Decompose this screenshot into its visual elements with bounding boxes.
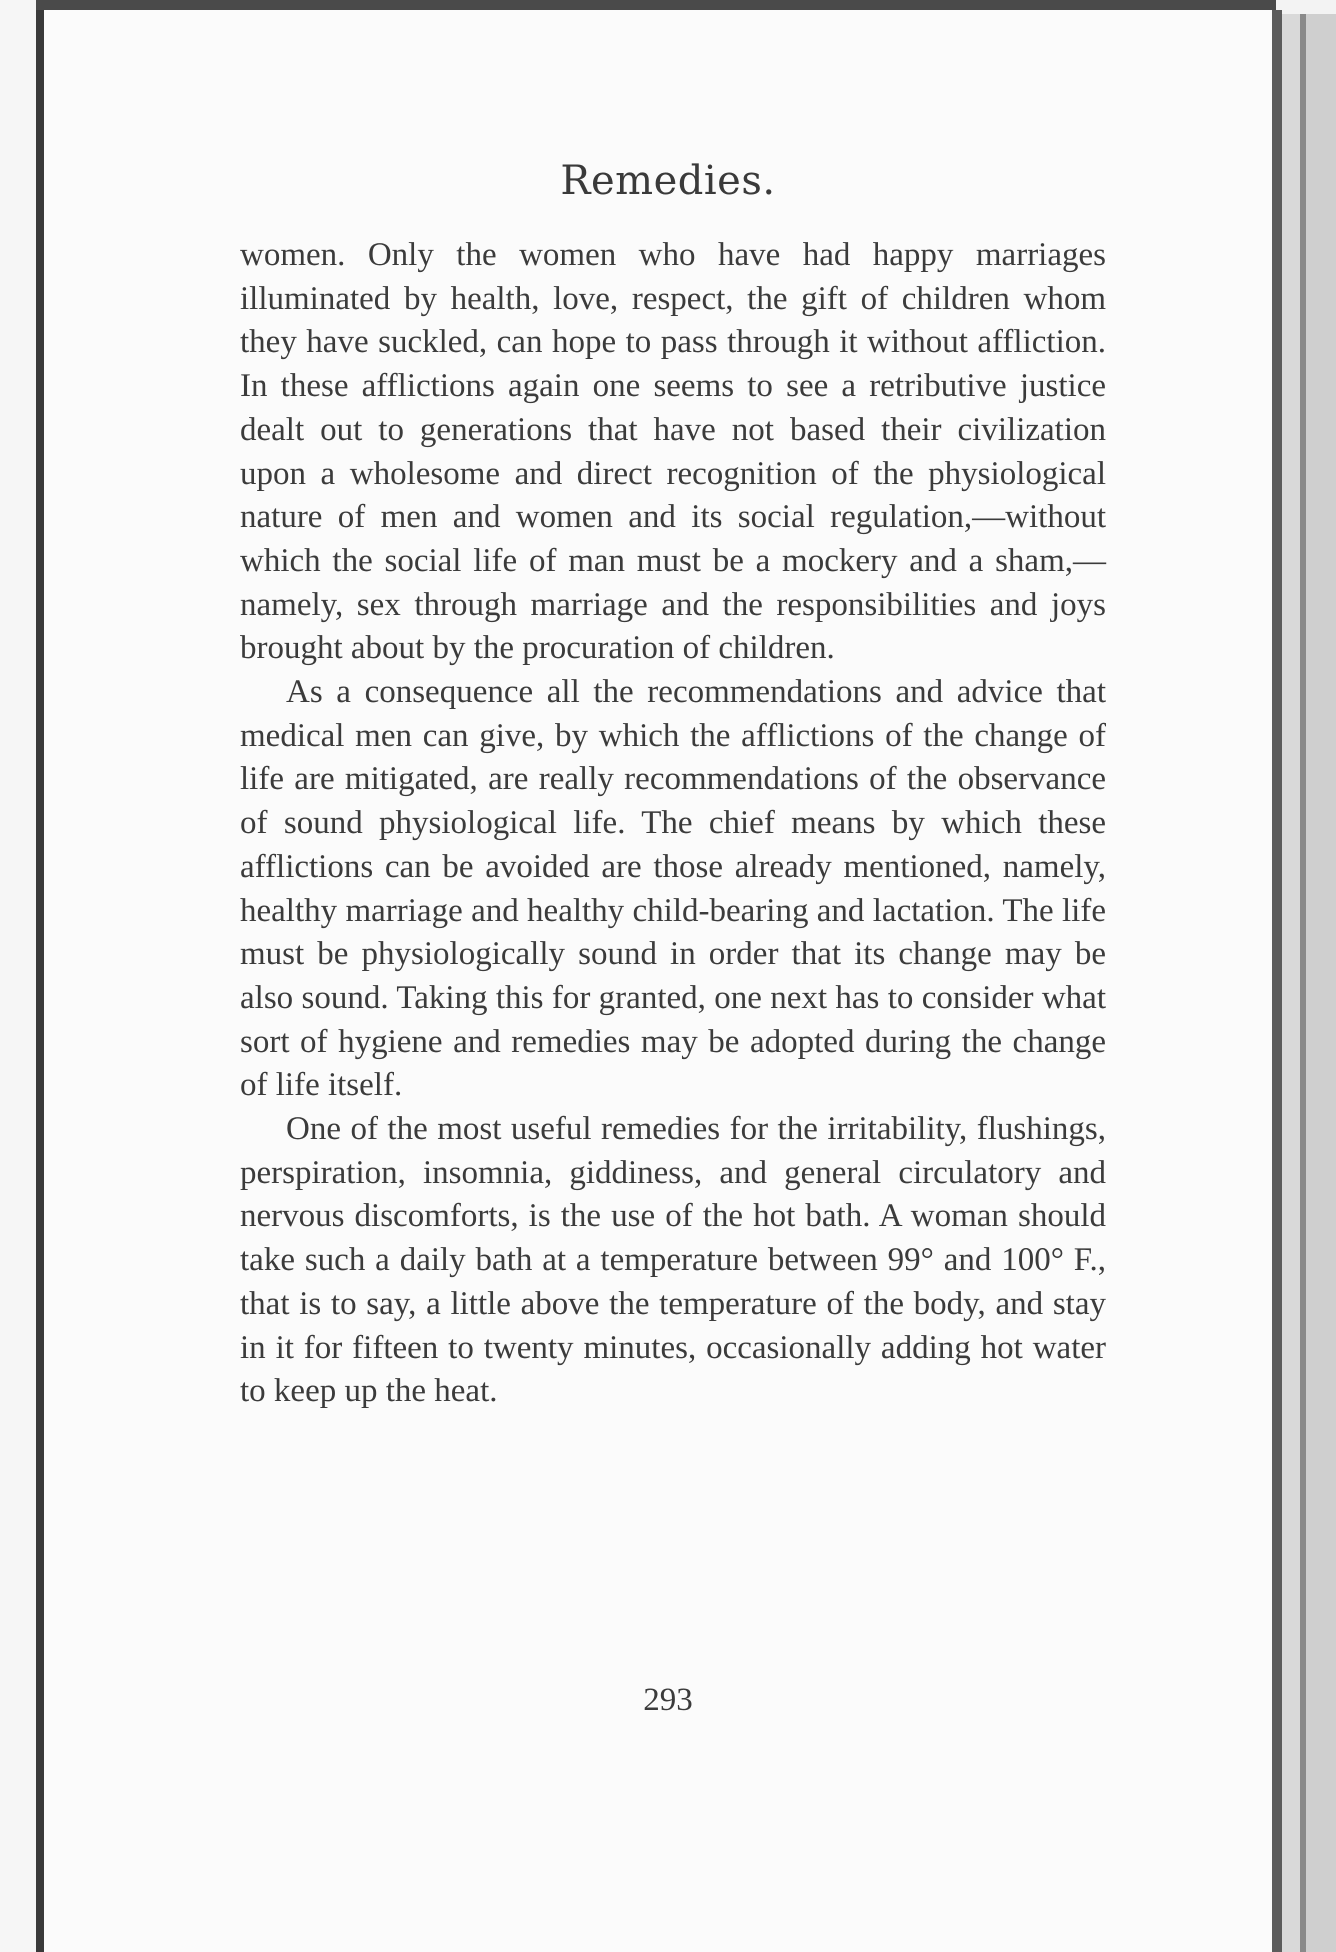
paragraph: One of the most useful remedies for the irritability, flushings, perspiration, insomnia, giddiness, and general circulatory and nervous discomforts, is the use of the hot bath. A woman should take such a daily bath at a temperature between 99° and 100° F., that is to say, a little above the temperature of the body, and stay in it for fifteen to twenty minutes, occasionally adding hot water to keep up the heat. [240,1111,1106,1410]
page-right-edge [1272,10,1282,1952]
running-head: Remedies. [560,158,776,204]
paragraph-continuation: women. Only the women who have had happy marriages illuminated by health, love, respect, the gift of children whom they have suckled, can hope to pass through it without affliction. In these afflictions again one seems to see a retributive justice dealt out to generations that have not based their civilization upon a wholesome and direct recognition of the physiological nature of men and women and its social regulation,—without which the social life of man must be a mockery and a sham,—namely, sex through marriage and the responsibilities and joys brought about by the procuration of children. [240,237,1106,667]
body-text [240,234,1106,1414]
page-number: 293 [643,1682,693,1718]
book-binding-edge [36,0,44,1952]
page-paper [44,10,1272,1952]
page-stack-outer [1306,14,1336,1952]
page-stack-edge [1282,14,1300,1952]
paragraph: As a consequence all the recommendations and advice that medical men can give, by which the afflictions of the change of life are mitigated, are really recommendations of the observance of sound physiological life. The chief means by which these afflictions can be avoided are those already mentioned, namely, healthy marriage and healthy child-bearing and lactation. The life must be physiologically sound in order that its change may be also sound. Taking this for granted, one next has to consider what sort of hygiene and remedies may be adopted during the change of life itself. [240,674,1106,1104]
facing-page-margin [0,0,36,1952]
page-top-edge [36,0,1276,10]
